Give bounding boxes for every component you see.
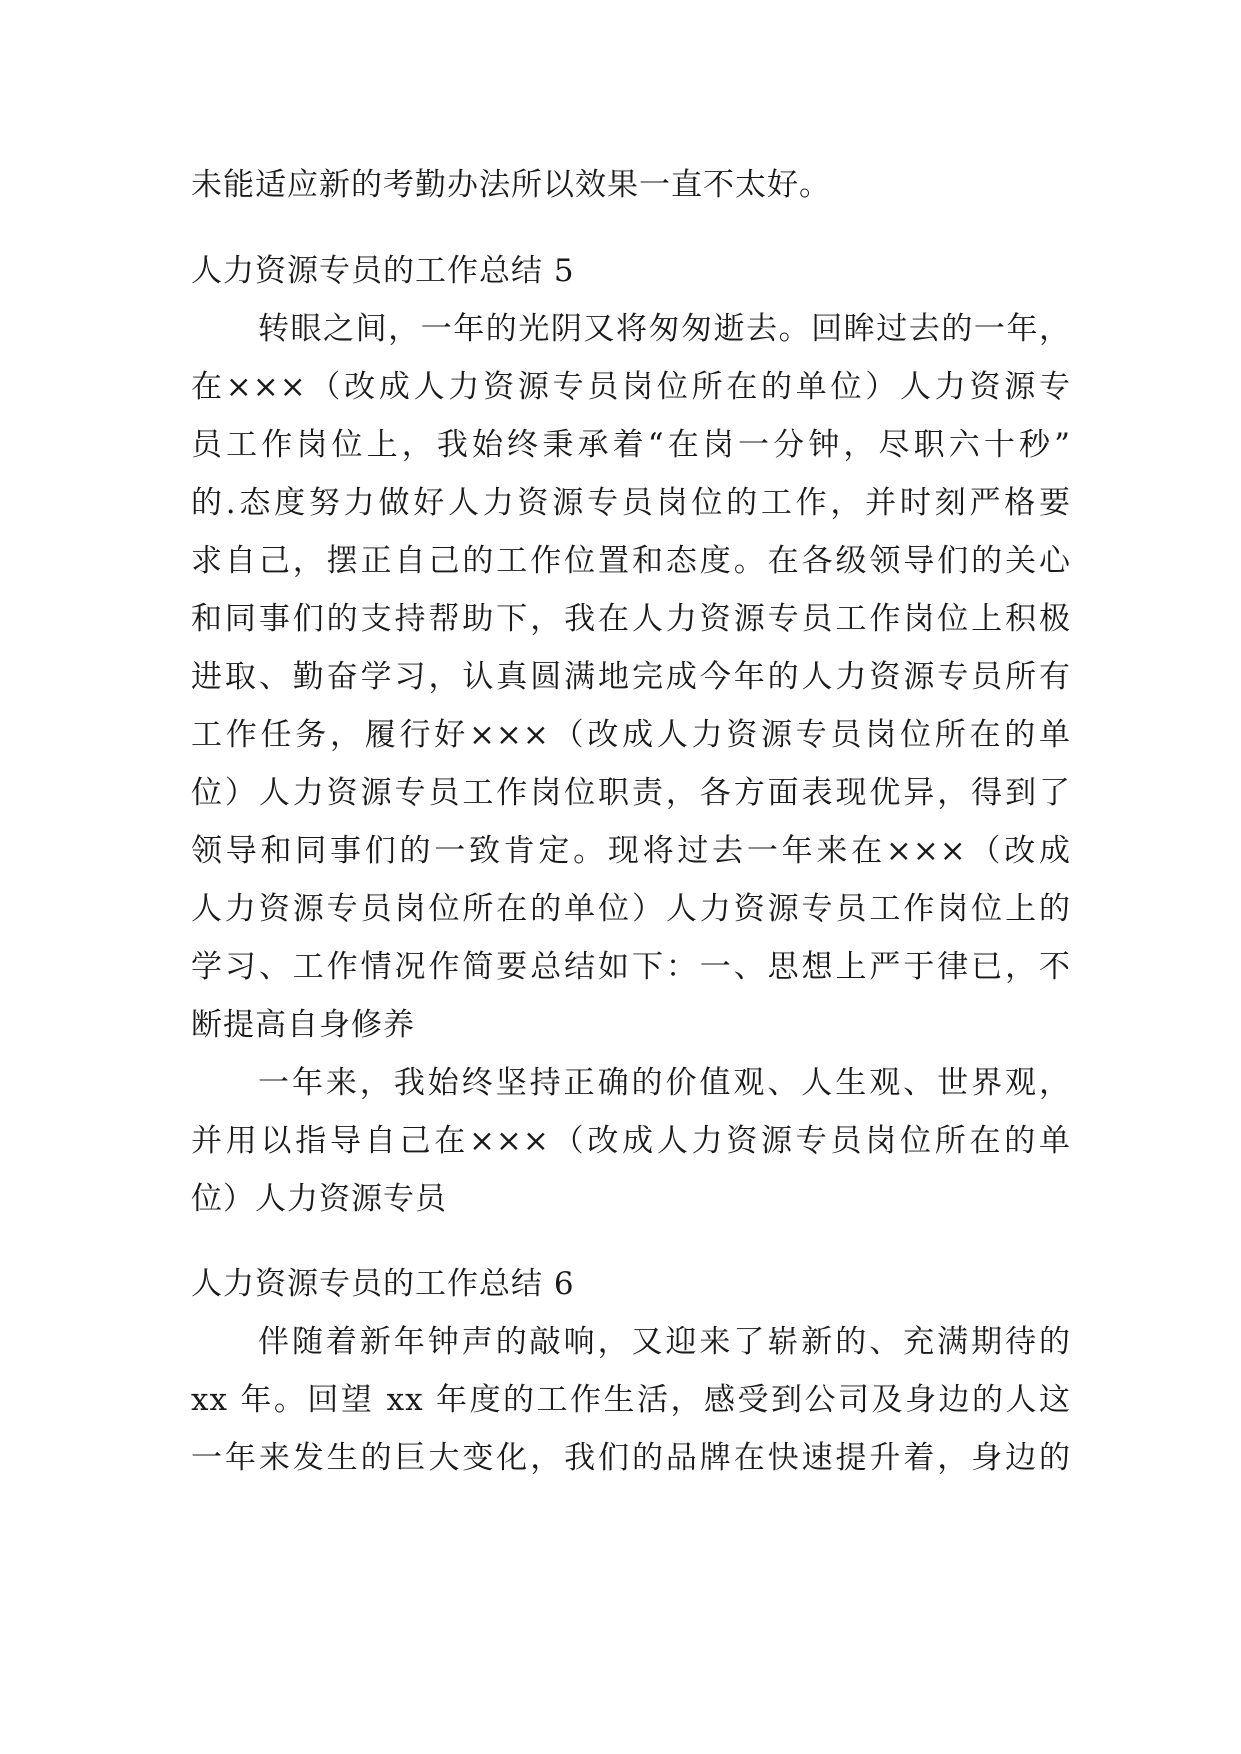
text-line: 一年来，我始终坚持正确的价值观、人生观、世界观， [258,1065,1071,1101]
text-line: 工作任务，履行好×××（改成人力资源专员岗位所在的单 [191,717,1071,753]
text-line: 位）人力资源专员 [191,1181,447,1217]
text-line: 进取、勤奋学习，认真圆满地完成今年的人力资源专员所有 [191,659,1071,695]
text-line: 伴随着新年钟声的敲响，又迎来了崭新的、充满期待的 [258,1324,1071,1360]
text-line: 和同事们的支持帮助下，我在人力资源专员工作岗位上积极 [191,601,1071,637]
text-line: 转眼之间，一年的光阴又将匆匆逝去。回眸过去的一年， [258,311,1071,347]
text-line: 求自己，摆正自己的工作位置和态度。在各级领导们的关心 [191,543,1071,579]
text-line: 一年来发生的巨大变化，我们的品牌在快速提升着，身边的 [191,1440,1071,1476]
section-heading-6: 人力资源专员的工作总结 6 [191,1266,575,1302]
text-line: 在×××（改成人力资源专员岗位所在的单位）人力资源专 [191,369,1071,405]
text-line: 员工作岗位上，我始终秉承着“在岗一分钟，尽职六十秒” [191,427,1071,463]
text-line: 并用以指导自己在×××（改成人力资源专员岗位所在的单 [191,1123,1071,1159]
section-heading-5: 人力资源专员的工作总结 5 [191,253,575,289]
text-line: 的.态度努力做好人力资源专员岗位的工作，并时刻严格要 [191,485,1071,521]
text-line: 位）人力资源专员工作岗位职责，各方面表现优异，得到了 [191,775,1071,811]
text-line: 学习、工作情况作简要总结如下：一、思想上严于律已，不 [191,949,1071,985]
text-line: 未能适应新的考勤办法所以效果一直不太好。 [191,167,831,203]
text-line: 领导和同事们的一致肯定。现将过去一年来在×××（改成 [191,833,1071,869]
text-line: 人力资源专员岗位所在的单位）人力资源专员工作岗位上的 [191,891,1071,927]
text-line: xx 年。回望 xx 年度的工作生活，感受到公司及身边的人这 [191,1382,1071,1418]
text-line: 断提高自身修养 [191,1007,415,1043]
